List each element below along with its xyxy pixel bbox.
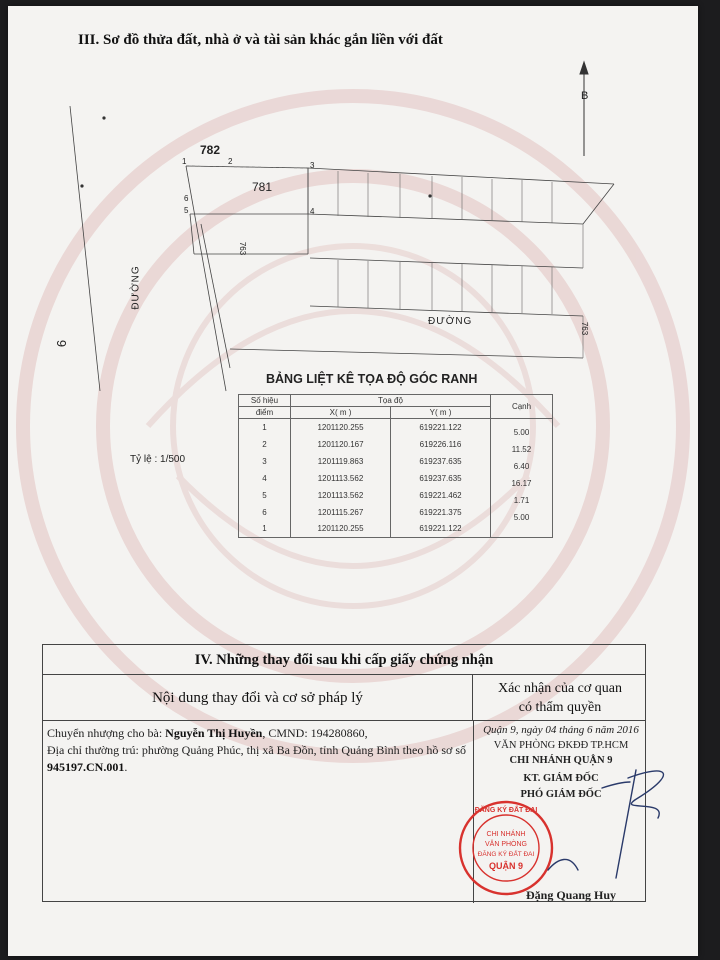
column-confirm-header bbox=[473, 679, 647, 717]
entry-end: . bbox=[124, 760, 128, 774]
confirm-header-line1: Xác nhận của cơ quan bbox=[497, 681, 622, 696]
table-row bbox=[239, 419, 553, 436]
signer-name: Đặng Quang Huy bbox=[526, 888, 617, 902]
point-label-4: 4 bbox=[310, 207, 315, 216]
section-iii-title: III. Sơ đồ thửa đất, nhà ở và tài sản khác gắn liền với đất bbox=[78, 32, 443, 48]
point-label-5: 5 bbox=[184, 206, 189, 215]
cell-x: 1201113.562 bbox=[291, 470, 391, 487]
cell-x: 1201113.562 bbox=[291, 487, 391, 504]
point-label-2: 2 bbox=[228, 157, 233, 166]
table-row bbox=[239, 521, 553, 538]
entry-name: Nguyễn Thị Huyền bbox=[165, 726, 263, 740]
signature bbox=[518, 758, 688, 898]
cell-edge bbox=[491, 470, 553, 487]
cell-point: 6 bbox=[239, 504, 291, 521]
cell-edge bbox=[491, 504, 553, 521]
cell-edge bbox=[491, 487, 553, 504]
header-coord: Tọa độ bbox=[291, 395, 491, 407]
cell-point: 2 bbox=[239, 436, 291, 453]
cell-point: 1 bbox=[239, 521, 291, 538]
point-label-1: 1 bbox=[182, 157, 187, 166]
cell-x: 1201119.863 bbox=[291, 453, 391, 470]
edge-value: 1.71 bbox=[513, 495, 530, 505]
edge-value: 5.00 bbox=[513, 428, 530, 437]
parcel-number-782: 782 bbox=[200, 143, 221, 157]
header-point-top: Số hiệu bbox=[239, 395, 291, 407]
cell-x: 1201120.167 bbox=[291, 436, 391, 453]
header-y: Y( m ) bbox=[391, 407, 491, 419]
header-x: X( m ) bbox=[291, 407, 391, 419]
road-label-bottom: ĐƯỜNG bbox=[428, 316, 473, 327]
edge-value: 5.00 bbox=[513, 512, 530, 522]
parcel-number-781: 781 bbox=[252, 180, 273, 194]
table-row bbox=[239, 470, 553, 487]
changes-column-headers bbox=[43, 675, 645, 721]
header-edge: Cạnh bbox=[491, 395, 553, 419]
entry-address: Địa chỉ thường trú: phường Quảng Phúc, thị xã Ba Đồn, tỉnh Quảng Bình theo hồ sơ số bbox=[47, 743, 467, 757]
cell-y: 619221.122 bbox=[391, 419, 491, 436]
entry-cmnd: , CMND: 194280860, bbox=[262, 726, 368, 740]
entry-prefix: Chuyển nhượng cho bà: bbox=[47, 726, 166, 740]
svg-text:ĐĂNG KÝ ĐẤT ĐAI: ĐĂNG KÝ ĐẤT ĐAI bbox=[477, 851, 535, 858]
cell-x: 1201120.255 bbox=[291, 419, 391, 436]
cell-y: 619226.116 bbox=[391, 436, 491, 453]
header-point-bottom: điểm bbox=[239, 407, 291, 419]
point-label-3: 3 bbox=[310, 161, 315, 170]
entry-file-number: 945197.CN.001 bbox=[47, 760, 125, 774]
svg-text:QUẬN 9: QUẬN 9 bbox=[488, 861, 524, 871]
cell-edge bbox=[491, 419, 553, 436]
cell-y: 619221.462 bbox=[391, 487, 491, 504]
cell-point: 3 bbox=[239, 453, 291, 470]
cell-y: 619237.635 bbox=[391, 470, 491, 487]
edge-value: 6.40 bbox=[513, 461, 530, 471]
table-row bbox=[239, 453, 553, 470]
coord-table-title: BẢNG LIỆT KÊ TỌA ĐỘ GÓC RANH bbox=[266, 372, 478, 386]
confirm-date: Quận 9, ngày 04 tháng 6 năm 2016 bbox=[483, 724, 639, 736]
cell-x: 1201115.267 bbox=[291, 504, 391, 521]
cell-edge bbox=[491, 436, 553, 453]
margin-mark: 6 bbox=[54, 339, 70, 348]
svg-text:CHI NHÁNH: CHI NHÁNH bbox=[486, 831, 526, 838]
change-entry bbox=[47, 725, 467, 776]
cell-y: 619221.122 bbox=[391, 521, 491, 538]
certificate-page bbox=[8, 6, 698, 956]
confirm-branch: CHI NHÁNH QUẬN 9 bbox=[509, 755, 613, 766]
section-iv-title: IV. Những thay đổi sau khi cấp giấy chứng nhận bbox=[43, 645, 645, 675]
cell-x: 1201120.255 bbox=[291, 521, 391, 538]
north-label: B bbox=[581, 90, 589, 102]
map-scale: Tỷ lệ : 1/500 bbox=[130, 454, 186, 465]
road-label-left: ĐƯỜNG bbox=[130, 265, 142, 310]
table-row bbox=[239, 487, 553, 504]
cell-y: 619237.635 bbox=[391, 453, 491, 470]
cell-point: 1 bbox=[239, 419, 291, 436]
edge-value: 11.52 bbox=[511, 444, 532, 454]
cell-y: 619221.375 bbox=[391, 504, 491, 521]
svg-text:ĐĂNG KÝ ĐẤT ĐAI: ĐĂNG KÝ ĐẤT ĐAI bbox=[474, 807, 538, 814]
coord-table bbox=[238, 394, 553, 538]
point-label-6: 6 bbox=[184, 194, 189, 203]
cell-point: 5 bbox=[239, 487, 291, 504]
cell-edge bbox=[491, 521, 553, 538]
confirm-header-line2: có thẩm quyền bbox=[518, 700, 602, 715]
confirm-deputy: PHÓ GIÁM ĐỐC bbox=[520, 789, 602, 800]
confirm-office: VĂN PHÒNG ĐKĐĐ TP.HCM bbox=[493, 740, 629, 751]
table-row bbox=[239, 436, 553, 453]
cell-edge bbox=[491, 453, 553, 470]
cell-point: 4 bbox=[239, 470, 291, 487]
column-content-header: Nội dung thay đổi và cơ sở pháp lý bbox=[43, 675, 473, 721]
table-row bbox=[239, 504, 553, 521]
confirm-kt: KT. GIÁM ĐỐC bbox=[523, 773, 599, 784]
svg-text:VĂN PHÒNG: VĂN PHÒNG bbox=[484, 841, 528, 848]
parcel-number-763-right: 763 bbox=[580, 321, 590, 336]
parcel-number-763-left: 763 bbox=[238, 241, 248, 256]
edge-value: 16.17 bbox=[511, 478, 532, 488]
